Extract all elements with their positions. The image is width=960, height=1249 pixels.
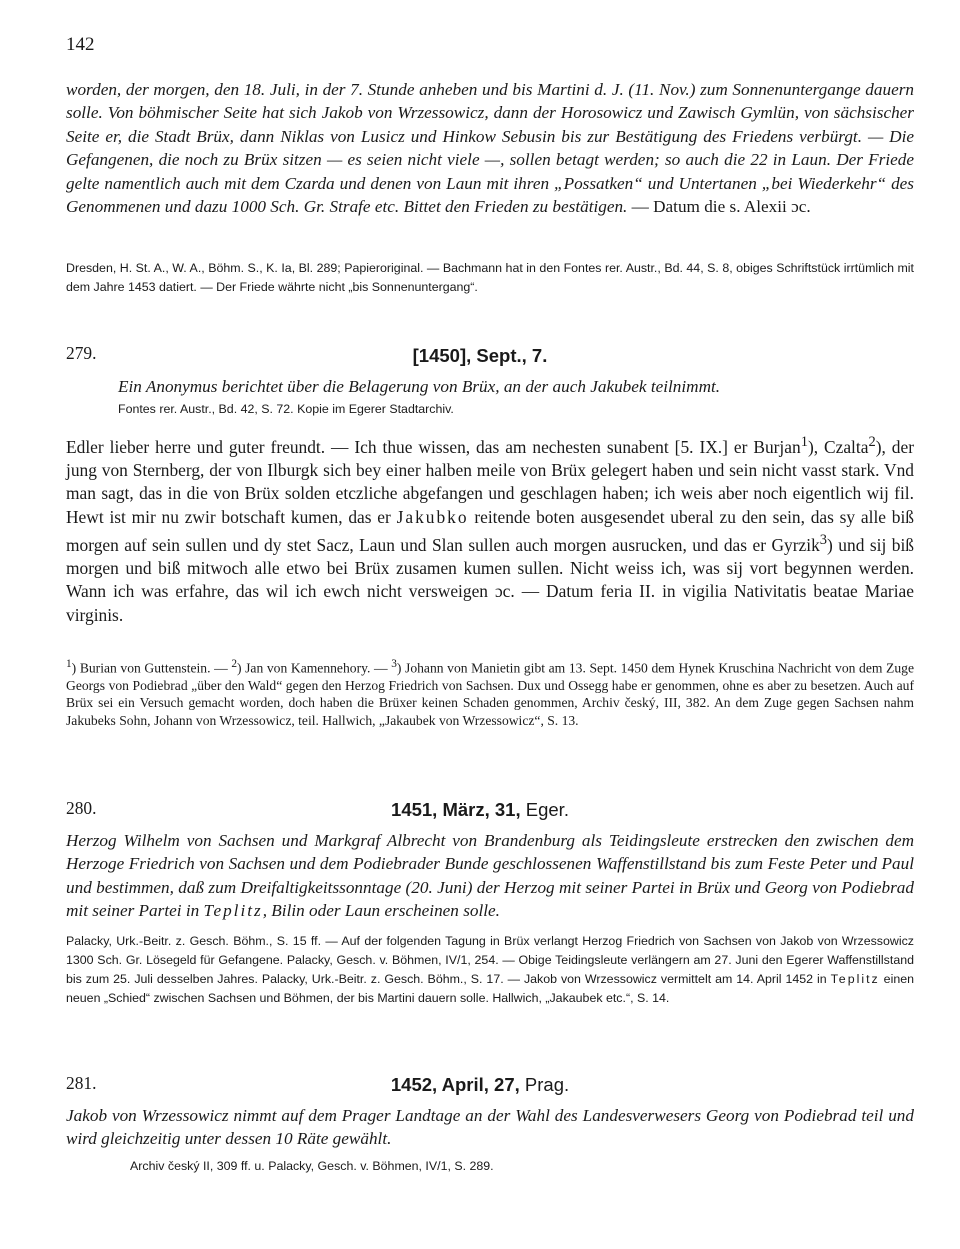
doc-279-text-part: Edler lieber herre und guter freundt. — Ich thue wissen, das am nechesten sunabent [5. IX.] er Burjan — [66, 436, 801, 457]
doc-280-summary-part: , Bilin oder Laun erscheinen solle. — [262, 901, 500, 921]
spaced-name-teplitz: Teplitz — [203, 901, 263, 921]
doc-279-text-part: ) und sij biß morgen und biß mitwoch alle etwo bei Brüx zusamen kumen sullen. Nicht weiss ich, was sij vort begynnen werden. Wann ich was erfahre, das wil ich ewch nicht versweigen ɔc. — Datum feria II. in vigilia Nativitatis beatae Mariae virginis. — [66, 534, 914, 625]
doc-281-summary: Jakob von Wrzessowicz nimmt auf dem Prager Landtage an der Wahl des Landesverwesers Georg von Podiebrad teil und wird gleichzeitig unter dessen 10 Räte gewählt. — [66, 1106, 914, 1149]
doc-281-place: Prag. — [519, 1074, 570, 1095]
footnote-2: ) Jan von Kamennehory. — — [237, 660, 392, 676]
footnote-mark-2: 2 — [231, 658, 237, 670]
footnote-mark-1: 1 — [66, 658, 72, 670]
footnote-1: ) Burian von Guttenstein. — — [71, 660, 232, 676]
intro-summary — [66, 78, 914, 218]
intro-closing: — Datum die s. Alexii ɔc. — [627, 197, 811, 217]
doc-279-footnotes — [66, 656, 914, 729]
doc-280-summary — [66, 829, 914, 923]
doc-279-text-part: ), Czalta — [807, 436, 869, 457]
doc-280-date-text: 1451, März, 31, — [391, 799, 521, 820]
intro-italic-text: worden, der morgen, den 18. Juli, in der 7. Stunde anheben und bis Martini d. J. (11. Nov.) zum Sonnenuntergange dauern solle. Von böhmischer Seite hat sich Jakob von Wrzessowicz, dann der Horosowicz und Zawisch Gymlün, von sächsischer Seite er, die Stadt Brüx, dann Niklas von Lusicz und Hinkow Sebusin bis zur Bestätigung des Friedens verbürgt. — Die Gefangenen, die noch zu Brüx sitzen — es seien nicht viele —, sollen betagt werden; so auch die 22 in Laun. Der Friede gelte namentlich auch mit dem Czarda und denen von Laun mit ihren „Possatken“ und Untertanen „bei Wiederkehr“ des Genommenen und dazu 1000 Sch. Gr. Strafe etc. Bittet den Frieden zu bestätigen. — [66, 80, 914, 217]
doc-280-summary-part: Herzog Wilhelm von Sachsen und Markgraf Albrecht von Brandenburg als Teidingsleute erstrecken den zwischen dem Herzoge Friedrich von Sachsen und dem Podiebrader Bunde geschlossenen Waffenstillstand bis zum Feste Peter und Paul und bestimmen, daß zum Dreifaltigkeitssonntage (20. Juni) der Herzog mit seiner Partei in Brüx und Georg von Podiebrad mit seiner Partei in — [66, 831, 914, 921]
footnote-3: ) Johann von Manietin gibt am 13. Sept. 1450 dem Hynek Kruschina Nachricht von dem Zuge Georgs von Podiebrad „über den Wald“ gegen den Herzog Friedrich von Sachsen. Dux und Ossegg habe er genommen, ohne es aber zu besetzen. Auch auf Brüx sei ein Versuch gemacht worden, doch haben die Brüxer keinen Schaden genommen, Archiv český, III, 382. An dem Zuge gegen Sachsen nahm Jakubeks Sohn, Johann von Wrzessowicz, teil. Hallwich, „Jakaubek von Wrzessowicz“, S. 13. — [66, 660, 914, 728]
doc-280-number: 280. — [66, 798, 97, 818]
doc-281-source: Archiv český II, 309 ff. u. Palacky, Gesch. v. Böhmen, IV/1, S. 289. — [130, 1159, 494, 1173]
doc-280-date — [280, 799, 680, 821]
doc-279-text — [66, 431, 914, 627]
spaced-name-teplitz-note: Teplitz — [830, 972, 880, 986]
doc-280-note-part: Palacky, Urk.-Beitr. z. Gesch. Böhm., S. 15 ff. — Auf der folgenden Tagung in Brüx verlangt Herzog Friedrich von Sachsen von Jakob von Wrzessowicz 1300 Sch. Gr. Lösegeld für Gefangene. Palacky, Gesch. v. Böhmen, IV/1, 254. — Obige Teidingsleute verlängern am 27. Juni den Egerer Waffenstillstand bis zum 25. Juli desselben Jahres. Palacky, Urk.-Beitr. z. Gesch. Böhm., S. 17. — Jakob von Wrzessowicz vermittelt am 14. April 1452 in — [66, 934, 914, 986]
doc-280-note-part: einen neuen „Schied“ zwischen Sachsen und Böhmen, der bis Martini dauern solle. Hallwich, „Jakaubek etc.“, S. 14. — [66, 972, 915, 1005]
doc-281-date — [280, 1074, 680, 1096]
footnote-ref-2: 2 — [868, 434, 876, 450]
doc-280-place: Eger. — [520, 799, 569, 820]
doc-279-text-part: ), der jung von Sternberg, der von Ilburgk sich bey einer halben meile von Brüx gelegert haben und sein nicht vasst stark. Vnd man sagt, das in die von Brüx solden etczliche abgefangen und geschlagen haben; ich weis aber noch eigentlich wij fil. Hewt ist mir nu zwir botschaft kumen, das er — [66, 436, 914, 527]
page-number: 142 — [66, 34, 95, 55]
doc-280-note — [66, 932, 914, 1008]
footnote-ref-3: 3 — [819, 531, 828, 548]
doc-279-summary: Ein Anonymus berichtet über die Belagerung von Brüx, an der auch Jakubek teilnimmt. — [118, 377, 721, 396]
footnote-ref-1: 1 — [800, 434, 808, 450]
doc-281-date-text: 1452, April, 27, — [390, 1074, 520, 1095]
doc-279-number: 279. — [66, 343, 97, 363]
doc-279-text-part: reitende boten ausgesendet uberal zu den sein, das sy alle biß morgen auf sein sullen und dy stet Sacz, Laun und Slan sullen auch morgen ausrucken, und das er Gyrzik — [66, 506, 914, 555]
doc-279-date: [1450], Sept., 7. — [412, 345, 548, 366]
footnote-mark-3: 3 — [391, 658, 397, 670]
doc-281-number: 281. — [66, 1073, 97, 1093]
doc-279-source: Fontes rer. Austr., Bd. 42, S. 72. Kopie im Egerer Stadtarchiv. — [118, 402, 454, 416]
spaced-name-jakubko: Jakubko — [396, 506, 469, 527]
intro-source-note: Dresden, H. St. A., W. A., Böhm. S., K. Ia, Bl. 289; Papieroriginal. — Bachmann hat in den Fontes rer. Austr., Bd. 44, S. 8, obiges Schriftstück irrtümlich mit dem Jahre 1453 datiert. — Der Friede währte nicht „bis Sonnenuntergang“. — [66, 261, 914, 294]
